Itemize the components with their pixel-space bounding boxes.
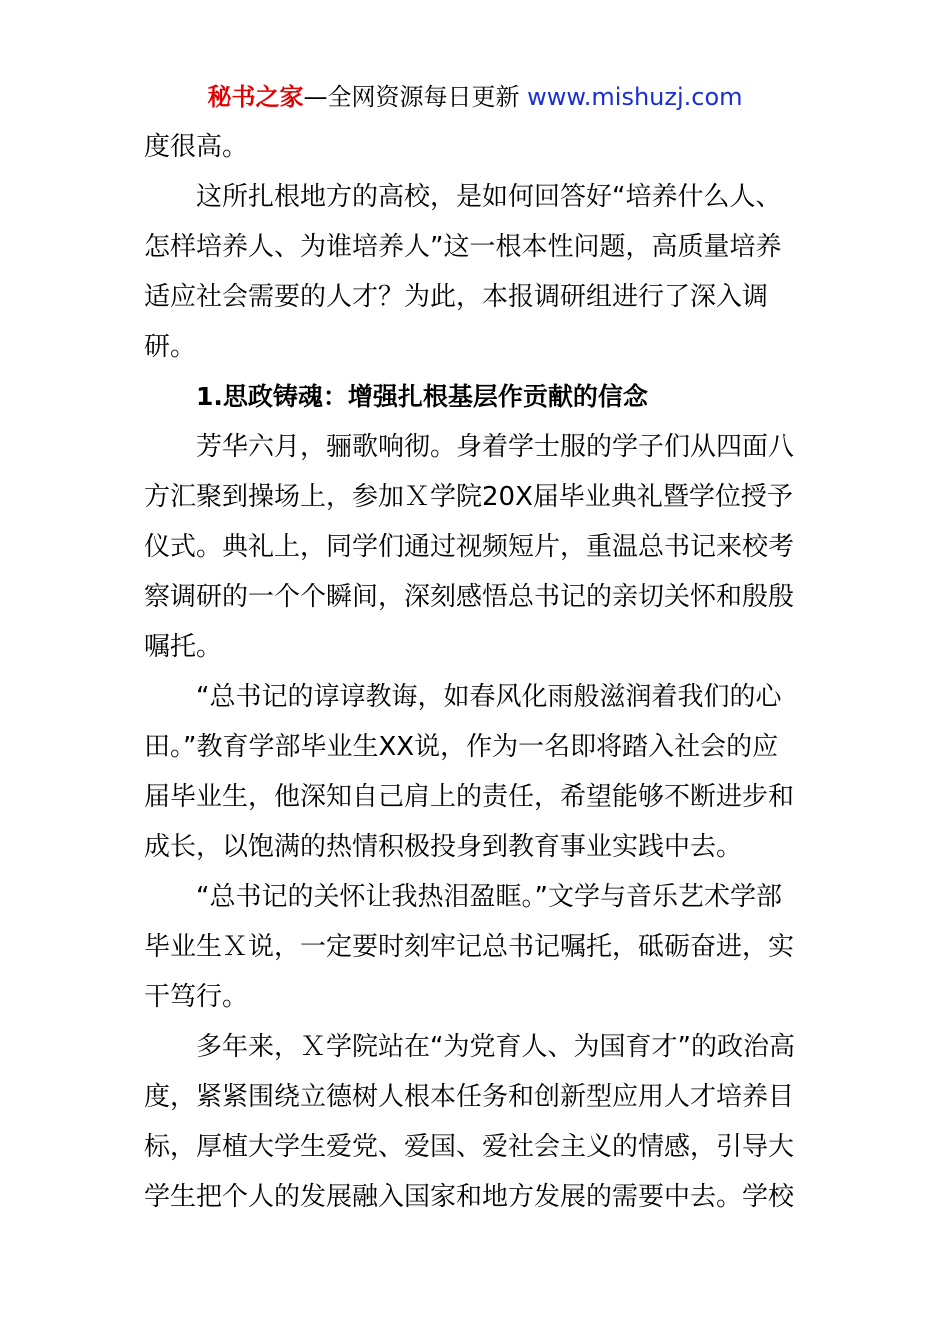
paragraph-start-line: “总书记的关怀让我热泪盈眶。”文学与音乐艺术学部 xyxy=(196,882,782,912)
text-line: 适应社会需要的人才？为此，本报调研组进行了深入调 xyxy=(144,282,769,312)
text-line: 嘱托。 xyxy=(144,632,223,662)
text-line: 度，紧紧围绕立德树人根本任务和创新型应用人才培养目 xyxy=(144,1082,795,1112)
site-tagline: —全网资源每日更新 xyxy=(303,83,528,111)
text-line: 成长，以饱满的热情积极投身到教育事业实践中去。 xyxy=(144,832,743,862)
site-banner xyxy=(0,82,950,112)
text-line: 田。”教育学部毕业生XX说，作为一名即将踏入社会的应 xyxy=(144,732,779,762)
section-heading: 1.思政铸魂：增强扎根基层作贡献的信念 xyxy=(196,382,648,411)
text-line: 怎样培养人、为谁培养人”这一根本性问题，高质量培养 xyxy=(144,232,782,262)
paragraph-start-line: “总书记的谆谆教诲，如春风化雨般滋润着我们的心 xyxy=(196,682,782,712)
text-line: 研。 xyxy=(144,332,197,362)
text-line: 方汇聚到操场上，参加Ｘ学院20X届毕业典礼暨学位授予 xyxy=(144,482,793,512)
site-brand: 秘书之家 xyxy=(207,83,304,111)
text-line: 干笃行。 xyxy=(144,982,249,1012)
paragraph-start-line: 多年来，Ｘ学院站在“为党育人、为国育才”的政治高 xyxy=(196,1032,795,1062)
text-line: 毕业生Ｘ说，一定要时刻牢记总书记嘱托，砥砺奋进，实 xyxy=(144,932,795,962)
document-body xyxy=(144,122,808,1222)
paragraph-start-line: 芳华六月，骊歌响彻。身着学士服的学子们从四面八 xyxy=(196,432,795,462)
text-line: 标，厚植大学生爱党、爱国、爱社会主义的情感，引导大 xyxy=(144,1132,795,1162)
text-line: 届毕业生，他深知自己肩上的责任，希望能够不断进步和 xyxy=(144,782,795,812)
text-line: 度很高。 xyxy=(144,132,249,162)
paragraph-start-line: 这所扎根地方的高校，是如何回答好“培养什么人、 xyxy=(196,182,782,212)
text-line: 学生把个人的发展融入国家和地方发展的需要中去。学校 xyxy=(144,1182,795,1212)
site-url[interactable]: www.mishuzj.com xyxy=(527,83,743,111)
text-line: 仪式。典礼上，同学们通过视频短片，重温总书记来校考 xyxy=(144,532,795,562)
text-line: 察调研的一个个瞬间，深刻感悟总书记的亲切关怀和殷殷 xyxy=(144,582,795,612)
